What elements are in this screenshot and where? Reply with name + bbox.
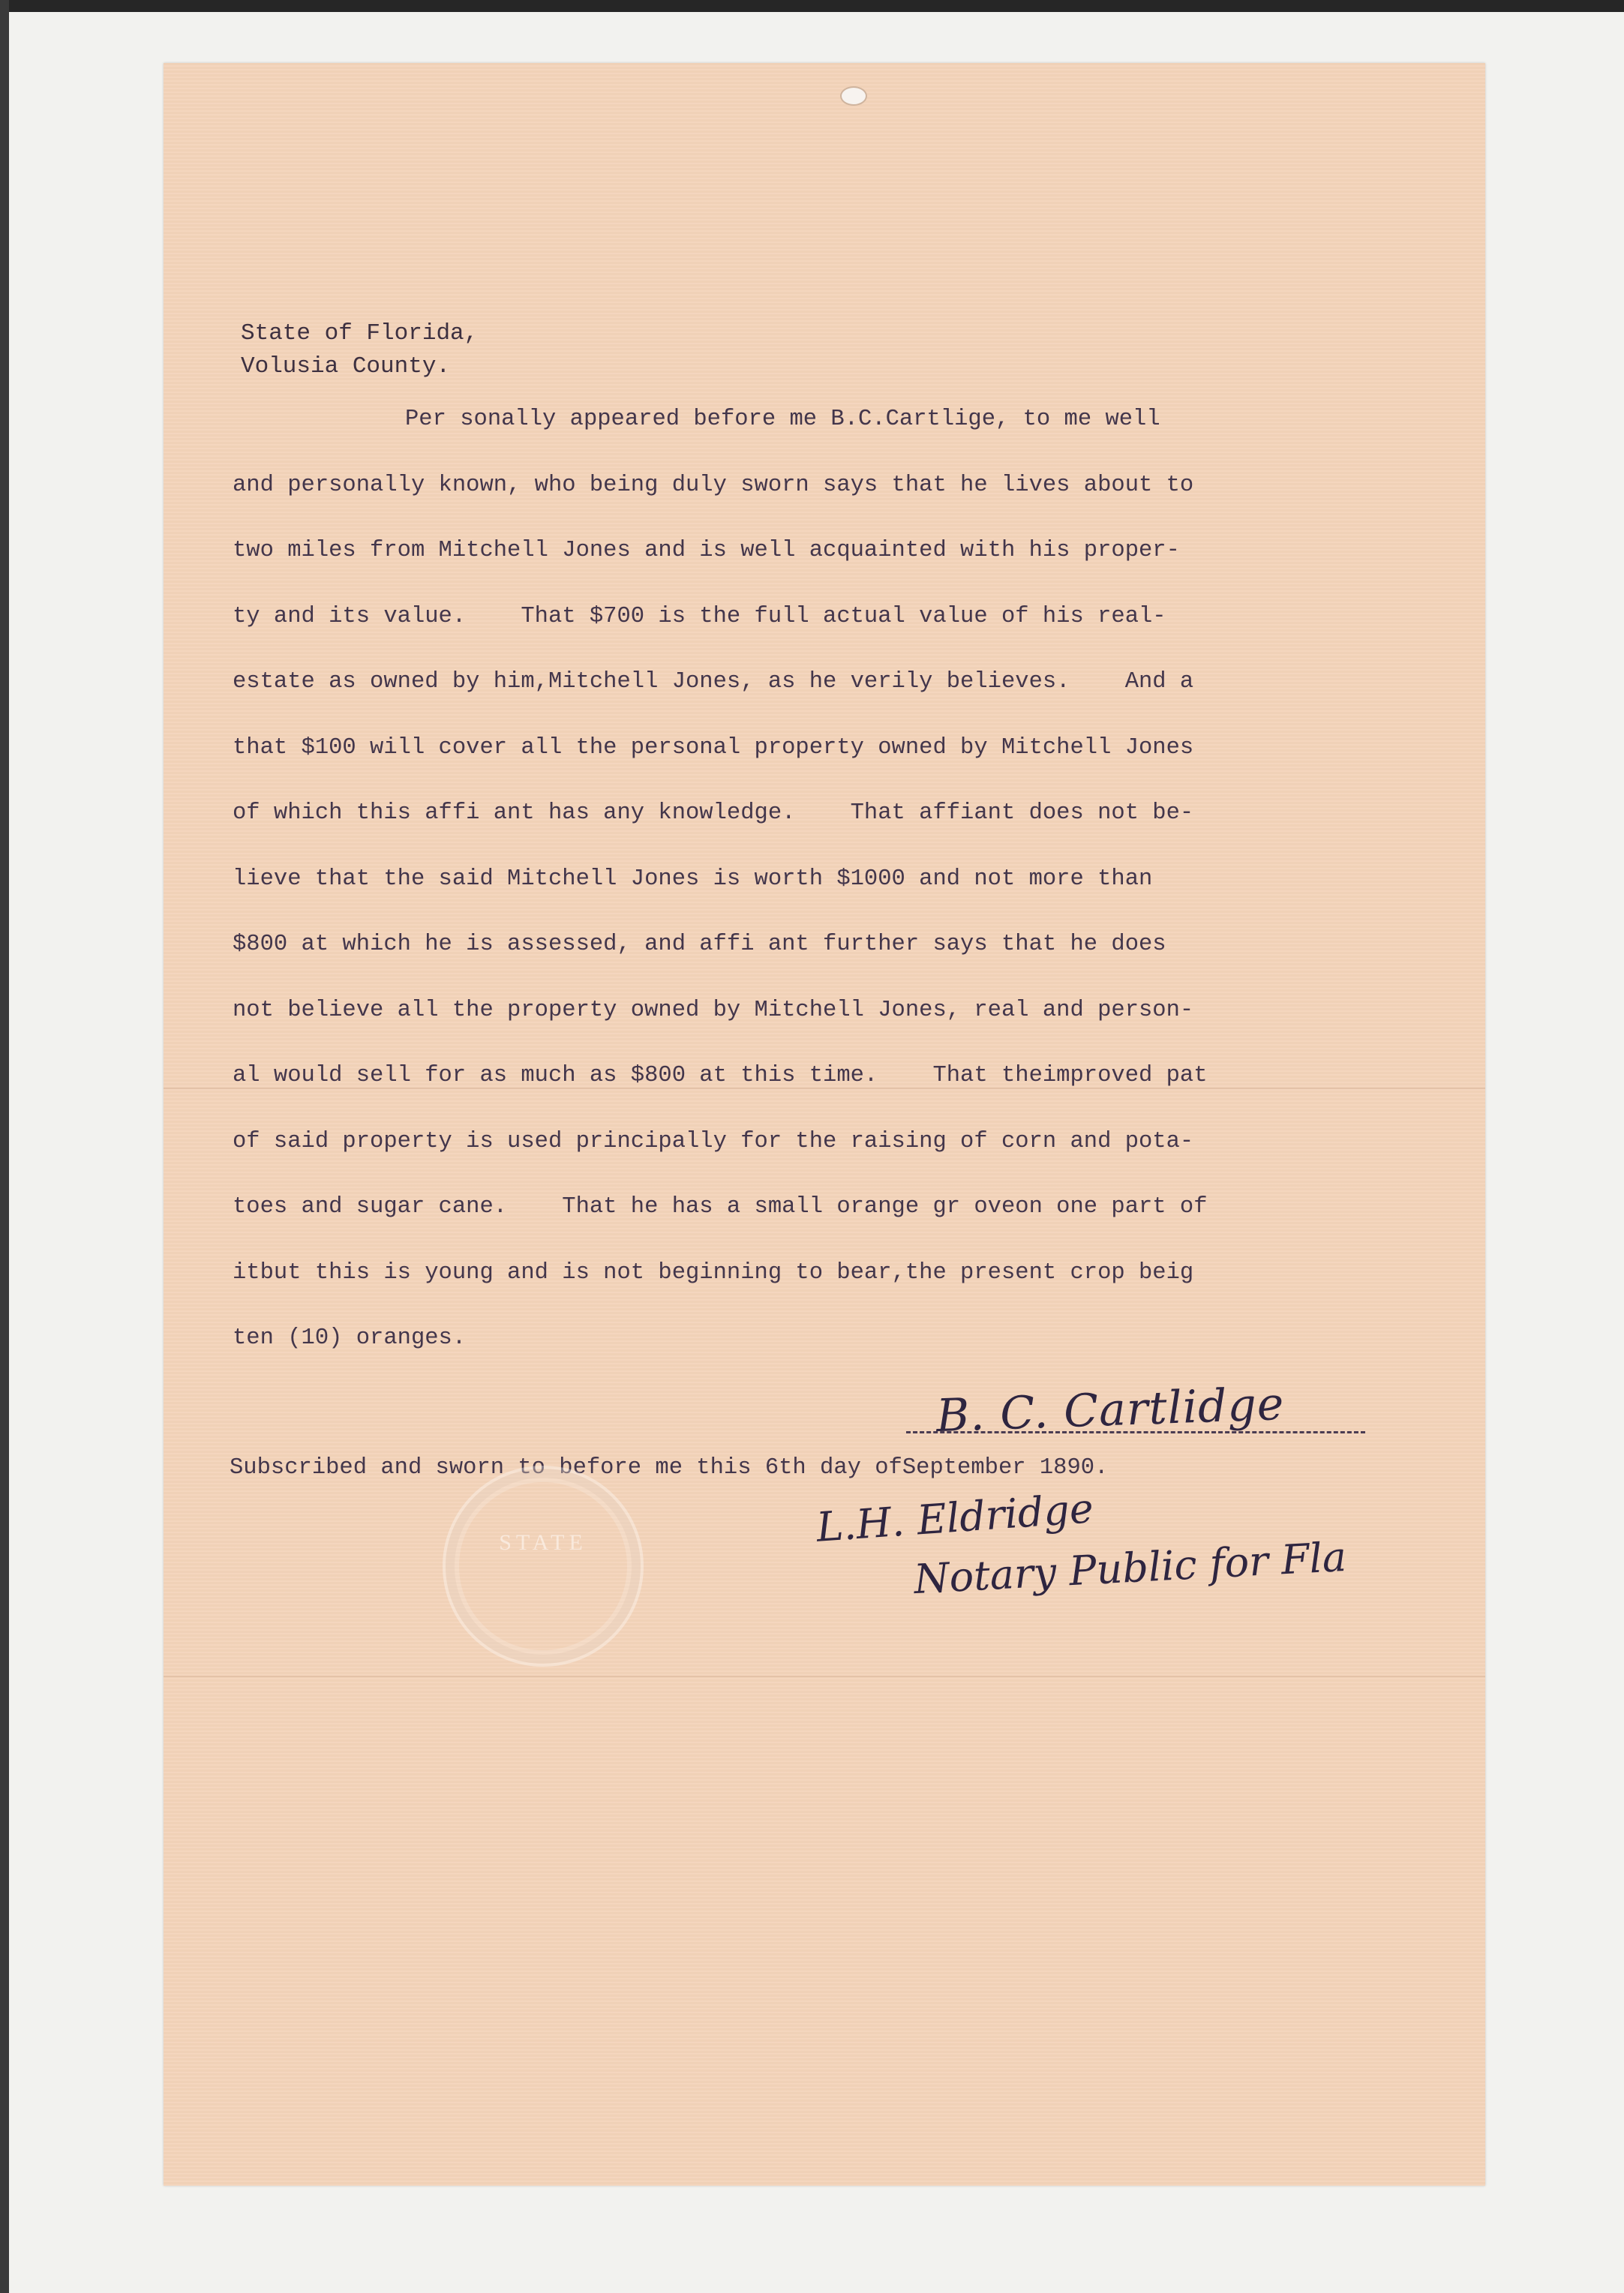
document-heading (241, 317, 478, 383)
body-line: toes and sugar cane. That he has a small orange gr oveon one part of (233, 1194, 1208, 1220)
body-line: of which this affi ant has any knowledge. That affiant does not be- (233, 800, 1194, 826)
body-line: of said property is used principally for the raising of corn and pota- (233, 1128, 1194, 1154)
notary-signature: L.H. Eldridge (815, 1484, 1095, 1551)
body-line: estate as owned by him,Mitchell Jones, as he verily believes. And a (233, 669, 1194, 695)
punch-hole (840, 86, 867, 106)
body-line: $800 at which he is assessed, and affi ant further says that he does (233, 932, 1166, 957)
body-line: al would sell for as much as $800 at this time. That theimproved pat (233, 1063, 1208, 1088)
affiant-signature-block (906, 1372, 1365, 1454)
scan-top-border (0, 0, 1624, 12)
affidavit-body (233, 401, 1433, 1385)
body-line: ty and its value. That $700 is the full actual value of his real- (233, 603, 1166, 629)
seal-text: STATE (499, 1530, 587, 1555)
body-line: lieve that the said Mitchell Jones is worth $1000 and not more than (233, 866, 1153, 892)
body-line: itbut this is young and is not beginning to bear,the present crop beig (233, 1259, 1194, 1286)
heading-state: State of Florida, (241, 320, 479, 347)
heading-county: Volusia County. (241, 353, 451, 380)
body-line: two miles from Mitchell Jones and is well acquainted with his proper- (233, 538, 1180, 563)
body-line: and personally known, who being duly sworn says that he lives about to (233, 472, 1194, 498)
scan-left-border (0, 0, 9, 2293)
notary-title: Notary Public for Fla (912, 1532, 1348, 1604)
body-line: Per sonally appeared before me B.C.Cartlige, to me well (405, 407, 1160, 432)
jurat-text: Subscribed and sworn to before me this 6th day ofSeptember 1890. (230, 1455, 1109, 1481)
affiant-signature: B. C. Cartlidge (935, 1377, 1286, 1443)
notary-seal-embossed (443, 1466, 644, 1667)
body-line: that $100 will cover all the personal property owned by Mitchell Jones (233, 734, 1194, 761)
body-line: not believe all the property owned by Mitchell Jones, real and person- (233, 997, 1194, 1023)
body-line: ten (10) oranges. (233, 1325, 467, 1351)
fold-line (164, 1676, 1485, 1677)
document-page (164, 63, 1485, 2186)
